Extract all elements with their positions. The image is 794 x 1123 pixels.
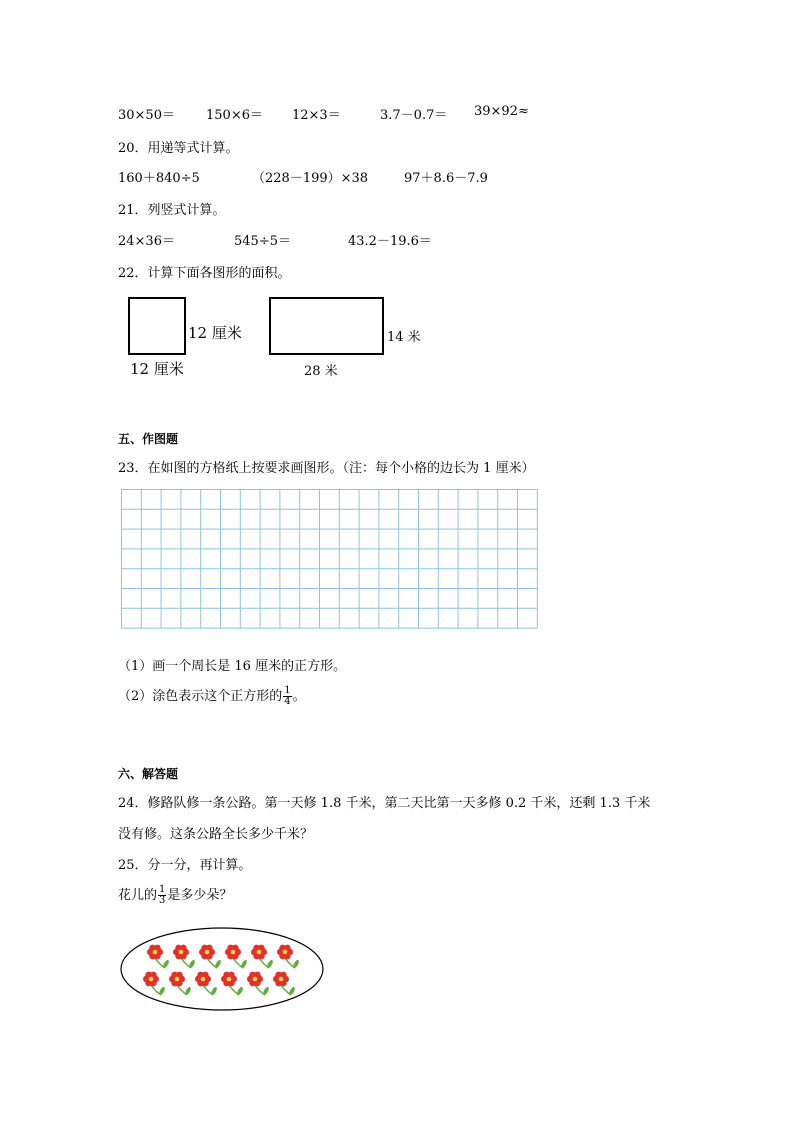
calc-item: 30×50＝ <box>118 108 175 123</box>
question-text-part: 是多少朵？ <box>167 888 233 903</box>
grid-paper[interactable] <box>121 489 539 637</box>
rectangle-side-label: 14 米 <box>387 330 421 345</box>
calc-item: 97＋8.6－7.9 <box>404 171 488 186</box>
fraction-numerator: 1 <box>159 884 166 895</box>
question-title: 23．在如图的方格纸上按要求画图形。（注：每个小格的边长为 1 厘米） <box>118 461 535 476</box>
rectangle-figure <box>269 297 384 355</box>
flower-icon <box>277 945 300 969</box>
question-text: 24．修路队修一条公路。第一天修 1.8 千米，第二天比第一天多修 0.2 千米，还剩 1.3 千米 <box>118 796 651 811</box>
plate-ellipse <box>121 928 323 1010</box>
flower-icon <box>173 945 196 969</box>
calc-item: 160＋840÷5 <box>118 171 200 186</box>
question-text-part: 花儿的 <box>118 888 158 903</box>
question-title: 20．用递等式计算。 <box>118 141 239 156</box>
fraction-denominator: 4 <box>284 696 291 707</box>
calc-item: 24×36＝ <box>118 234 175 249</box>
question-title: 25．分一分，再计算。 <box>118 858 252 873</box>
fraction <box>283 686 291 707</box>
flower-icon <box>195 972 218 996</box>
question-text <box>118 884 232 906</box>
section-heading: 五、作图题 <box>118 432 179 446</box>
flower-plate <box>119 926 325 1012</box>
flower-icon <box>221 972 244 996</box>
calc-item: 12×3＝ <box>292 108 341 123</box>
section-heading: 六、解答题 <box>118 767 179 781</box>
calc-item: 3.7－0.7＝ <box>380 108 448 123</box>
calc-item: 150×6＝ <box>206 108 263 123</box>
square-side-label: 12 厘米 <box>188 324 242 342</box>
calc-item: 39×92≈ <box>474 104 529 119</box>
calc-item: 43.2－19.6＝ <box>348 234 432 249</box>
square-bottom-label: 12 厘米 <box>130 360 184 378</box>
sub-question <box>118 685 306 707</box>
fraction <box>158 885 166 906</box>
flower-icon <box>147 945 170 969</box>
flower-icon <box>247 972 270 996</box>
sub-question: （1）画一个周长是 16 厘米的正方形。 <box>118 659 347 674</box>
rectangle-bottom-label: 28 米 <box>304 364 338 379</box>
square-figure <box>128 297 186 355</box>
flower-icon <box>251 945 274 969</box>
fraction-denominator: 3 <box>159 895 166 906</box>
question-text: 没有修。这条公路全长多少千米？ <box>118 827 314 842</box>
flower-icon <box>225 945 248 969</box>
question-title: 22．计算下面各图形的面积。 <box>118 266 291 281</box>
calc-item: 545÷5＝ <box>234 234 291 249</box>
sub-question-text: （2）涂色表示这个正方形的 <box>118 689 283 704</box>
flower-icon <box>199 945 222 969</box>
flower-icon <box>169 972 192 996</box>
calc-item: （228－199）×38 <box>252 171 369 186</box>
sub-question-text: 。 <box>292 689 306 704</box>
fraction-numerator: 1 <box>284 685 291 696</box>
question-title: 21．列竖式计算。 <box>118 203 226 218</box>
flower-icon <box>143 972 166 996</box>
flower-icon <box>273 972 296 996</box>
